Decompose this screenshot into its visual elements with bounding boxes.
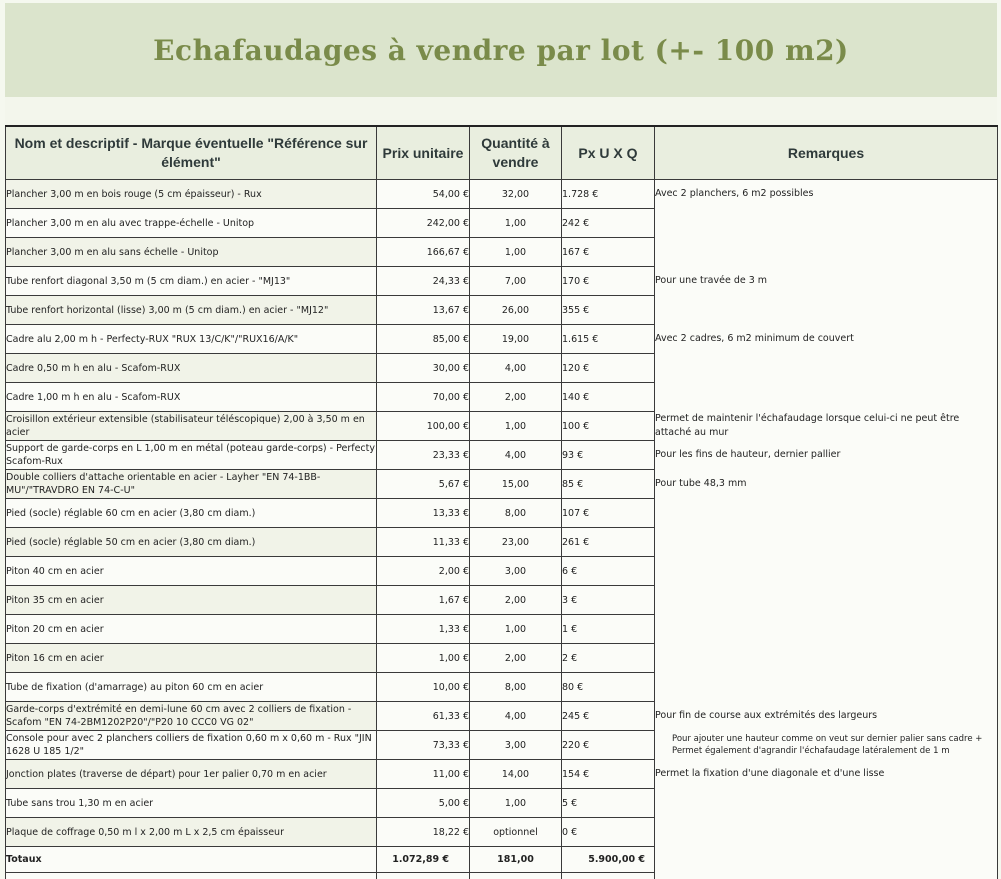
item-total: 1 € xyxy=(562,615,655,644)
item-total: 242 € xyxy=(562,209,655,238)
item-total: 120 € xyxy=(562,354,655,383)
item-price: 166,67 € xyxy=(377,238,470,267)
item-qty: 8,00 xyxy=(470,673,562,702)
item-name: Plancher 3,00 m en bois rouge (5 cm épaisseur) - Rux xyxy=(6,180,377,209)
item-name: Jonction plates (traverse de départ) pour 1er palier 0,70 m en acier xyxy=(6,760,377,789)
item-total: 80 € xyxy=(562,673,655,702)
totals-row xyxy=(6,847,998,873)
table-row xyxy=(6,267,998,296)
table-row xyxy=(6,789,998,818)
table-row xyxy=(6,354,998,383)
item-price: 2,00 € xyxy=(377,557,470,586)
item-qty: 23,00 xyxy=(470,528,562,557)
item-name: Cadre 1,00 m h en alu - Scafom-RUX xyxy=(6,383,377,412)
item-price: 100,00 € xyxy=(377,412,470,441)
item-total: 100 € xyxy=(562,412,655,441)
header-remarks: Remarques xyxy=(655,126,998,180)
item-price: 5,00 € xyxy=(377,789,470,818)
table-row xyxy=(6,586,998,615)
table-row xyxy=(6,615,998,644)
item-qty: 4,00 xyxy=(470,441,562,470)
item-price: 73,33 € xyxy=(377,731,470,760)
item-qty: 2,00 xyxy=(470,586,562,615)
title-banner xyxy=(5,3,997,97)
item-name: Garde-corps d'extrémité en demi-lune 60 cm avec 2 colliers de fixation - Scafom "EN 74-2BM1202P20"/"P20 10 CCC0 VG 02" xyxy=(6,702,377,731)
table-row xyxy=(6,673,998,702)
item-name: Pied (socle) réglable 60 cm en acier (3,80 cm diam.) xyxy=(6,499,377,528)
item-remark xyxy=(655,615,998,644)
header-row xyxy=(6,126,998,180)
item-total: 5 € xyxy=(562,789,655,818)
item-remark xyxy=(655,296,998,325)
item-remark: Pour les fins de hauteur, dernier pallier xyxy=(655,441,998,470)
item-qty: 1,00 xyxy=(470,412,562,441)
item-remark: Permet de maintenir l'échafaudage lorsque celui-ci ne peut être attaché au mur xyxy=(655,412,998,441)
table-row xyxy=(6,296,998,325)
item-name: Cadre alu 2,00 m h - Perfecty-RUX "RUX 13/C/K"/"RUX16/A/K" xyxy=(6,325,377,354)
item-price: 85,00 € xyxy=(377,325,470,354)
item-qty: 14,00 xyxy=(470,760,562,789)
item-total: 93 € xyxy=(562,441,655,470)
table-row xyxy=(6,441,998,470)
item-qty: 2,00 xyxy=(470,644,562,673)
item-remark xyxy=(655,528,998,557)
item-remark xyxy=(655,644,998,673)
table-row xyxy=(6,760,998,789)
item-remark: Pour ajouter une hauteur comme on veut sur dernier palier sans cadre + Permet également d'agrandir l'échafaudage latéralement de 1 m xyxy=(655,731,998,760)
item-name: Tube sans trou 1,30 m en acier xyxy=(6,789,377,818)
header-name: Nom et descriptif - Marque éventuelle "Référence sur élément" xyxy=(6,126,377,180)
scaffolding-table xyxy=(5,125,998,879)
item-total: 85 € xyxy=(562,470,655,499)
empty-row xyxy=(6,873,998,879)
item-remark xyxy=(655,586,998,615)
item-price: 5,67 € xyxy=(377,470,470,499)
item-total: 2 € xyxy=(562,644,655,673)
totals-remark xyxy=(655,847,998,873)
table-row xyxy=(6,528,998,557)
item-name: Plaque de coffrage 0,50 m l x 2,00 m L x 2,5 cm épaisseur xyxy=(6,818,377,847)
item-price: 18,22 € xyxy=(377,818,470,847)
totals-price: 1.072,89 € xyxy=(377,847,470,873)
table-row xyxy=(6,702,998,731)
item-qty: 4,00 xyxy=(470,702,562,731)
item-price: 13,67 € xyxy=(377,296,470,325)
empty-cell xyxy=(6,873,377,879)
item-price: 1,00 € xyxy=(377,644,470,673)
item-remark xyxy=(655,238,998,267)
item-name: Tube renfort diagonal 3,50 m (5 cm diam.) en acier - "MJ13" xyxy=(6,267,377,296)
item-name: Support de garde-corps en L 1,00 m en métal (poteau garde-corps) - Perfecty Scafom-Rux xyxy=(6,441,377,470)
item-remark xyxy=(655,673,998,702)
item-price: 13,33 € xyxy=(377,499,470,528)
item-name: Piton 40 cm en acier xyxy=(6,557,377,586)
item-name: Piton 16 cm en acier xyxy=(6,644,377,673)
table-row xyxy=(6,731,998,760)
item-qty: 1,00 xyxy=(470,789,562,818)
item-remark xyxy=(655,383,998,412)
item-name: Tube de fixation (d'amarrage) au piton 60 cm en acier xyxy=(6,673,377,702)
item-name: Piton 20 cm en acier xyxy=(6,615,377,644)
page-title: Echafaudages à vendre par lot (+- 100 m2) xyxy=(153,34,849,67)
item-remark xyxy=(655,499,998,528)
table-row xyxy=(6,557,998,586)
table-row xyxy=(6,383,998,412)
item-remark: Avec 2 cadres, 6 m2 minimum de couvert xyxy=(655,325,998,354)
item-remark xyxy=(655,354,998,383)
table-row xyxy=(6,818,998,847)
spacer-row xyxy=(5,97,997,125)
item-remark xyxy=(655,789,998,818)
table-row xyxy=(6,180,998,209)
item-name: Pied (socle) réglable 50 cm en acier (3,80 cm diam.) xyxy=(6,528,377,557)
item-remark: Avec 2 planchers, 6 m2 possibles xyxy=(655,180,998,209)
item-qty: 1,00 xyxy=(470,238,562,267)
header-price: Prix unitaire xyxy=(377,126,470,180)
table-row xyxy=(6,499,998,528)
item-qty: 7,00 xyxy=(470,267,562,296)
item-total: 154 € xyxy=(562,760,655,789)
totals-qty: 181,00 xyxy=(470,847,562,873)
item-price: 11,00 € xyxy=(377,760,470,789)
table-row xyxy=(6,238,998,267)
item-total: 261 € xyxy=(562,528,655,557)
item-total: 107 € xyxy=(562,499,655,528)
empty-cell xyxy=(377,873,470,879)
item-qty: 26,00 xyxy=(470,296,562,325)
item-qty: 19,00 xyxy=(470,325,562,354)
item-total: 167 € xyxy=(562,238,655,267)
item-name: Croisillon extérieur extensible (stabilisateur téléscopique) 2,00 à 3,50 m en acier xyxy=(6,412,377,441)
item-name: Cadre 0,50 m h en alu - Scafom-RUX xyxy=(6,354,377,383)
item-total: 355 € xyxy=(562,296,655,325)
item-remark xyxy=(655,818,998,847)
item-qty: 3,00 xyxy=(470,557,562,586)
item-remark: Permet la fixation d'une diagonale et d'une lisse xyxy=(655,760,998,789)
empty-cell xyxy=(470,873,562,879)
item-price: 11,33 € xyxy=(377,528,470,557)
item-qty: 4,00 xyxy=(470,354,562,383)
table-row xyxy=(6,209,998,238)
item-total: 1.615 € xyxy=(562,325,655,354)
item-total: 6 € xyxy=(562,557,655,586)
item-total: 220 € xyxy=(562,731,655,760)
header-pxuq: Px U X Q xyxy=(562,126,655,180)
table-row xyxy=(6,325,998,354)
totals-label: Totaux xyxy=(6,847,377,873)
item-price: 10,00 € xyxy=(377,673,470,702)
item-name: Tube renfort horizontal (lisse) 3,00 m (5 cm diam.) en acier - "MJ12" xyxy=(6,296,377,325)
item-qty: optionnel xyxy=(470,818,562,847)
item-price: 242,00 € xyxy=(377,209,470,238)
totals-sum: 5.900,00 € xyxy=(562,847,655,873)
item-name: Console pour avec 2 planchers colliers de fixation 0,60 m x 0,60 m - Rux "JIN 1628 U 185 1/2" xyxy=(6,731,377,760)
item-name: Piton 35 cm en acier xyxy=(6,586,377,615)
item-qty: 3,00 xyxy=(470,731,562,760)
header-qty: Quantité à vendre xyxy=(470,126,562,180)
item-price: 23,33 € xyxy=(377,441,470,470)
item-qty: 32,00 xyxy=(470,180,562,209)
item-name: Plancher 3,00 m en alu avec trappe-échelle - Unitop xyxy=(6,209,377,238)
empty-cell xyxy=(655,873,998,879)
item-price: 54,00 € xyxy=(377,180,470,209)
item-total: 1.728 € xyxy=(562,180,655,209)
item-total: 170 € xyxy=(562,267,655,296)
item-remark xyxy=(655,557,998,586)
item-price: 30,00 € xyxy=(377,354,470,383)
table-row xyxy=(6,470,998,499)
item-qty: 1,00 xyxy=(470,615,562,644)
item-name: Plancher 3,00 m en alu sans échelle - Unitop xyxy=(6,238,377,267)
item-price: 24,33 € xyxy=(377,267,470,296)
item-remark: Pour fin de course aux extrémités des largeurs xyxy=(655,702,998,731)
item-qty: 1,00 xyxy=(470,209,562,238)
item-total: 245 € xyxy=(562,702,655,731)
table-row xyxy=(6,644,998,673)
item-total: 140 € xyxy=(562,383,655,412)
item-remark xyxy=(655,209,998,238)
item-qty: 2,00 xyxy=(470,383,562,412)
item-name: Double colliers d'attache orientable en acier - Layher "EN 74-1BB-MU"/"TRAVDRO EN 74-C-U" xyxy=(6,470,377,499)
item-price: 61,33 € xyxy=(377,702,470,731)
item-total: 0 € xyxy=(562,818,655,847)
item-qty: 15,00 xyxy=(470,470,562,499)
item-total: 3 € xyxy=(562,586,655,615)
item-price: 70,00 € xyxy=(377,383,470,412)
empty-cell xyxy=(562,873,655,879)
item-qty: 8,00 xyxy=(470,499,562,528)
item-remark: Pour tube 48,3 mm xyxy=(655,470,998,499)
item-price: 1,67 € xyxy=(377,586,470,615)
item-price: 1,33 € xyxy=(377,615,470,644)
table-row xyxy=(6,412,998,441)
item-remark: Pour une travée de 3 m xyxy=(655,267,998,296)
